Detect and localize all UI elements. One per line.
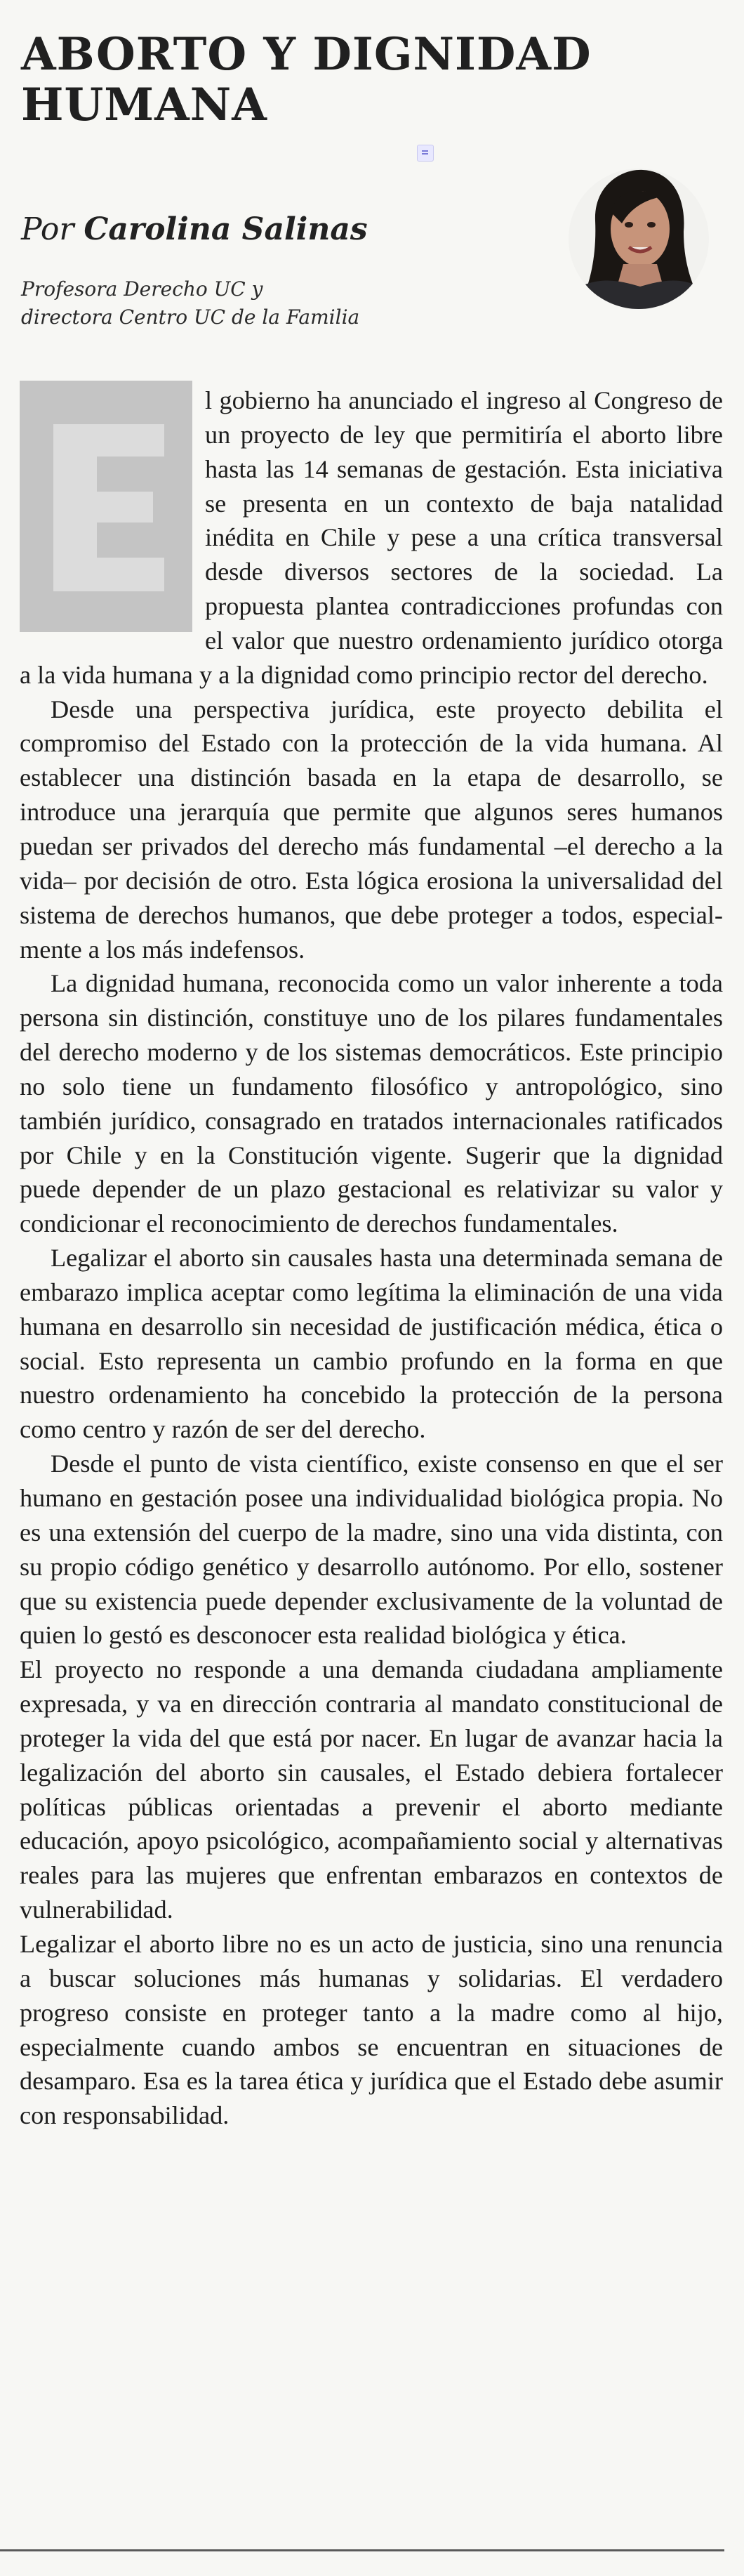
headline-line-2: HUMANA <box>21 79 267 131</box>
byline <box>21 211 368 249</box>
byline-prefix: Por <box>21 211 74 247</box>
bottom-rule <box>0 2549 724 2551</box>
article-paragraph: La dignidad humana, reconocida como un valor inherente a toda persona sin distinción, constituye uno de los pilares fundamentales del derecho moderno y de los sistemas democráticos. Este principio no solo tiene un fundamento filosófico y antropológico, sino también jurídico, consagrado en tratados internacionales ratificados por Chile y en la Constitución vigente. Sugerir que la dignidad puede depender de un plazo gestacional es relativizar su valor y condicionar el reconocimiento de derechos fundamentales. <box>20 969 723 1238</box>
author-affiliation <box>21 275 456 331</box>
article-body <box>20 383 723 2133</box>
author-portrait-illustration <box>567 156 710 322</box>
paragraph-text: l gobierno ha anunciado el ingreso al Congreso de un proyecto de ley que permitiría el aborto libre hasta las 14 semanas de gestación. Esta iniciativa se presenta en un contexto de baja natalidad inédita en Chile y pese a una crítica transversal desde diversos sectores de la sociedad. La propuesta plantea contradicciones profundas con el valor que nuestro ordenamiento jurídico otorga a la vida humana y a la dignidad como principio rector del derecho. <box>20 386 723 689</box>
edit-note-icon[interactable] <box>417 145 434 162</box>
article-paragraph: Legalizar el aborto libre no es un acto de justicia, sino una renuncia a buscar soluciones más humanas y solidarias. El verdadero progreso consiste en proteger tanto a la madre como al hijo, especialmente cuando ambos se encuentran en situaciones de desamparo. Esa es la tarea ética y jurídica que el Estado debe asumir con responsabilidad. <box>20 1929 723 2130</box>
article-paragraph: El proyecto no responde a una demanda ciudadana ampliamente expresada, y va en dirección contraria al mandato constitucional de proteger la vida del que está por nacer. En lugar de avanzar hacia la legalización del aborto sin causales, el Estado debiera fortalecer políticas públicas orientadas a prevenir el aborto mediante educación, apoyo psicológico, acompañamiento social y alternativas reales para las mujeres que enfrentan embarazos en contextos de vulnerabilidad. <box>20 1655 723 1924</box>
headline-line-1: ABORTO Y DIGNIDAD <box>21 28 592 81</box>
article-paragraph: Legalizar el aborto sin causales hasta una determinada semana de embarazo implica aceptar como legítima la eliminación de una vida humana en desarrollo sin necesidad de justificación médica, ética o social. Esto representa un cambio profundo en la forma en que nuestro ordenamiento ha concebido la protección de la persona como centro y razón de ser del derecho. <box>20 1244 723 1444</box>
author-portrait <box>567 156 710 322</box>
headline <box>21 29 653 131</box>
affiliation-line-2: directora Centro UC de la Familia <box>21 305 360 329</box>
author-name: Carolina Salinas <box>84 211 368 247</box>
affiliation-line-1: Profesora Derecho UC y <box>21 277 263 301</box>
article-paragraph: Desde una perspectiva jurídica, este proyecto debilita el compromiso del Estado con la protección de la vida humana. Al establecer una distinción basada en la etapa de desarrollo, se introduce una jerarquía que permite que algunos seres humanos puedan ser privados del derecho más fundamental –el derecho a la vida– por decisión de otro. Esta lógica erosiona la universalidad del sistema de derechos humanos, que debe proteger a todos, especialmente a los más indefensos. <box>20 695 723 964</box>
dropcap <box>20 381 192 632</box>
dropcap-letter-shape <box>20 381 192 632</box>
article-paragraph: Desde el punto de vista científico, existe consenso en que el ser humano en gestación posee una individualidad biológica propia. No es una extensión del cuerpo de la madre, sino una vida distinta, con su propio código genético y desarrollo autónomo. Por ello, sostener que su existencia puede depender exclusivamente de la voluntad de quien lo gestó es desconocer esta realidad biológica y ética. <box>20 1450 723 1650</box>
